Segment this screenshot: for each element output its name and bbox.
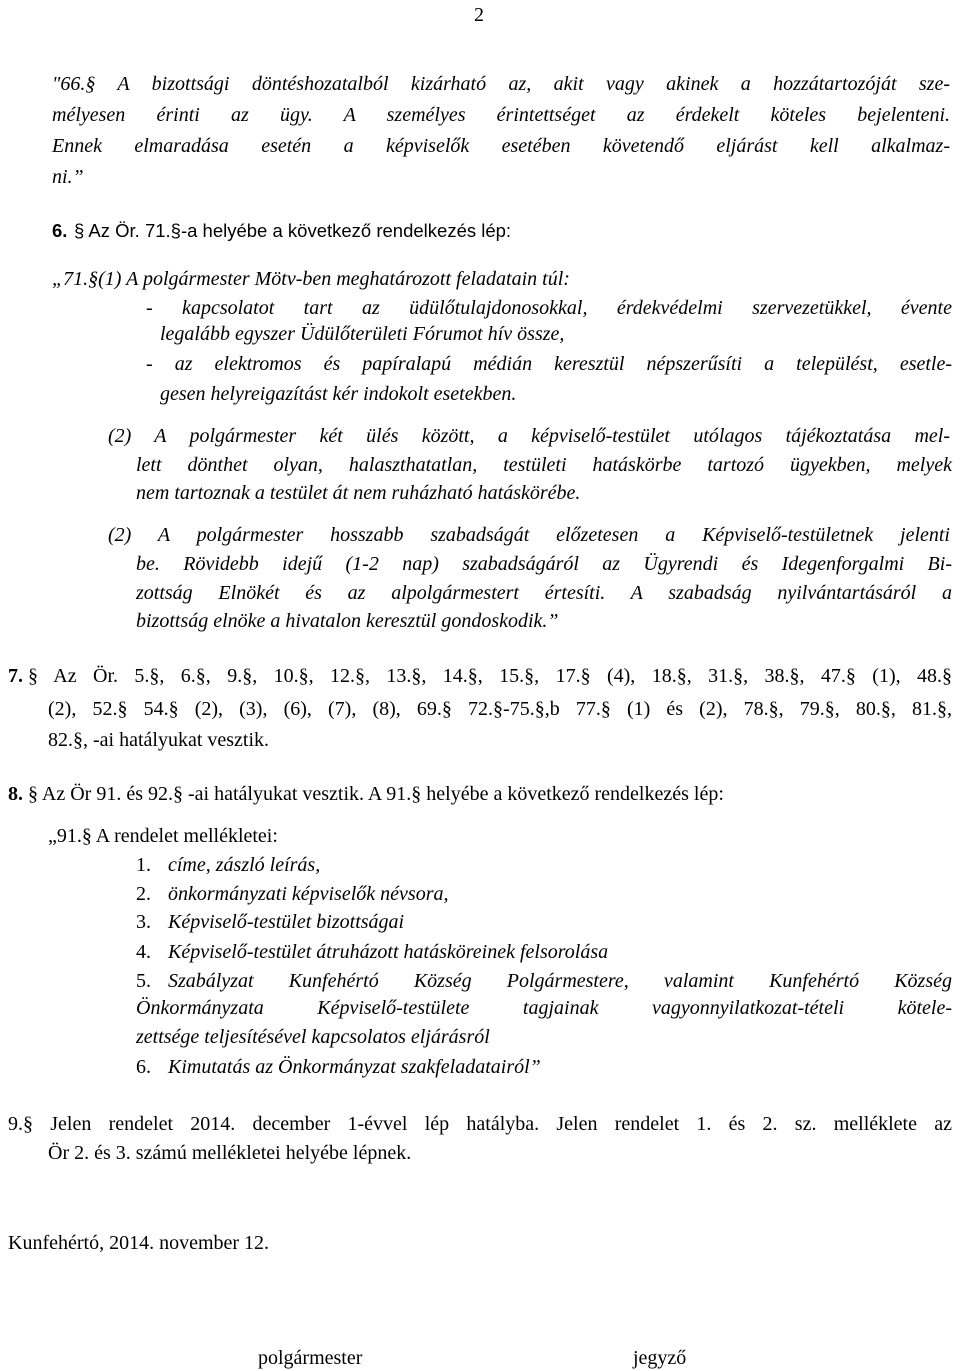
list-item-number: 2. [136, 883, 151, 905]
section-7-number: 7. [8, 665, 23, 687]
section-7-line-2: (2), 52.§ 54.§ (2), (3), (6), (7), (8), 69.§ 72.§-75.§,b 77.§ (1) és (2), 78.§, 79.§, 80.§, 81.§, [48, 698, 952, 720]
list-item-number: 3. [136, 911, 151, 933]
para-2b-line-2: be. Rövidebb idejű (1-2 nap) szabadságáról az Ügyrendi és Idegenforgalmi Bi- [136, 553, 952, 575]
signature-notary: jegyző [633, 1347, 687, 1369]
para-2a-line-1: (2) A polgármester két ülés között, a képviselő-testület utólagos tájékoztatása mel- [108, 425, 950, 447]
list-item-number: 6. [136, 1056, 151, 1078]
section-9-line-1: 9.§ Jelen rendelet 2014. december 1-évvel lép hatályba. Jelen rendelet 1. és 2. sz. melléklete az [8, 1113, 952, 1135]
section-66-line-1: "66.§ A bizottsági döntéshozatalból kizárható az, akit vagy akinek a hozzátartozóját sze- [52, 73, 950, 95]
list-item-number: 5. [136, 970, 151, 992]
section-71-line-3: legalább egyszer Üdülőterületi Fórumot hív össze, [160, 323, 565, 345]
section-7-line-1: § Az Ör. 5.§, 6.§, 9.§, 10.§, 12.§, 13.§, 14.§, 15.§, 17.§ (4), 18.§, 31.§, 38.§, 47.§ (1), 48.§ [28, 665, 952, 687]
section-71-line-1: „71.§(1) A polgármester Mötv-ben meghatározott feladatain túl: [52, 268, 570, 290]
section-7-line-3: 82.§, -ai hatályukat vesztik. [48, 729, 270, 751]
list-item-number: 4. [136, 941, 151, 963]
list-item-text: Szabályzat Kunfehértó Község Polgármestere, valamint Kunfehértó Község [168, 970, 952, 992]
list-item-text: önkormányzati képviselők névsora, [168, 883, 449, 905]
section-71-line-2: - kapcsolatot tart az üdülőtulajdonosokkal, érdekvédelmi szervezetükkel, évente [146, 297, 952, 319]
section-71-line-4: - az elektromos és papíralapú médián keresztül népszerűsíti a települést, esetle- [146, 353, 952, 375]
section-6-text: § Az Ör. 71.§-a helyébe a következő rendelkezés lép: [74, 220, 512, 241]
list-item-number: 1. [136, 854, 151, 876]
para-2b-line-4: bizottság elnöke a hivatalon keresztül gondoskodik.” [136, 610, 559, 632]
list-item-continuation: Önkormányzata Képviselő-testülete tagjainak vagyonnyilatkozat-tételi kötele- [136, 997, 952, 1019]
section-91-heading: „91.§ A rendelet mellékletei: [48, 825, 278, 847]
section-9-line-2: Ör 2. és 3. számú mellékletei helyébe lépnek. [48, 1142, 412, 1164]
list-item-text: Képviselő-testület átruházott hatásköreinek felsorolása [168, 941, 609, 963]
list-item-continuation: zettsége teljesítésével kapcsolatos eljárásról [136, 1026, 490, 1048]
section-6-number: 6. [52, 220, 68, 241]
section-66-line-4: ni.” [52, 166, 84, 188]
section-66-line-3: Ennek elmaradása esetén a képviselők esetében követendő eljárást kell alkalmaz- [52, 135, 950, 157]
para-2a-line-2: lett dönthet olyan, halaszthatatlan, testületi hatáskörbe tartozó ügyekben, melyek [136, 454, 952, 476]
section-71-line-5: gesen helyreigazítást kér indokolt esetekben. [160, 383, 517, 405]
signing-date: Kunfehértó, 2014. november 12. [8, 1232, 270, 1254]
section-66-line-2: mélyesen érinti az ügy. A személyes érintettséget az érdekelt köteles bejelenteni. [52, 104, 950, 126]
list-item-text: címe, zászló leírás, [168, 854, 321, 876]
section-8-number: 8. [8, 783, 23, 805]
signature-mayor: polgármester [258, 1347, 363, 1369]
para-2b-line-1: (2) A polgármester hosszabb szabadságát előzetesen a Képviselő-testületnek jelenti [108, 524, 950, 546]
para-2b-line-3: zottság Elnökét és az alpolgármestert értesíti. A szabadság nyilvántartásáról a [136, 582, 952, 604]
para-2a-line-3: nem tartoznak a testület át nem ruházható hatáskörébe. [136, 482, 581, 504]
list-item-text: Képviselő-testület bizottságai [168, 911, 405, 933]
section-8-text: § Az Ör 91. és 92.§ -ai hatályukat vesztik. A 91.§ helyébe a következő rendelkezés lép: [28, 783, 724, 805]
list-item-text: Kimutatás az Önkormányzat szakfeladatairól” [168, 1056, 541, 1078]
page-number: 2 [474, 4, 484, 26]
